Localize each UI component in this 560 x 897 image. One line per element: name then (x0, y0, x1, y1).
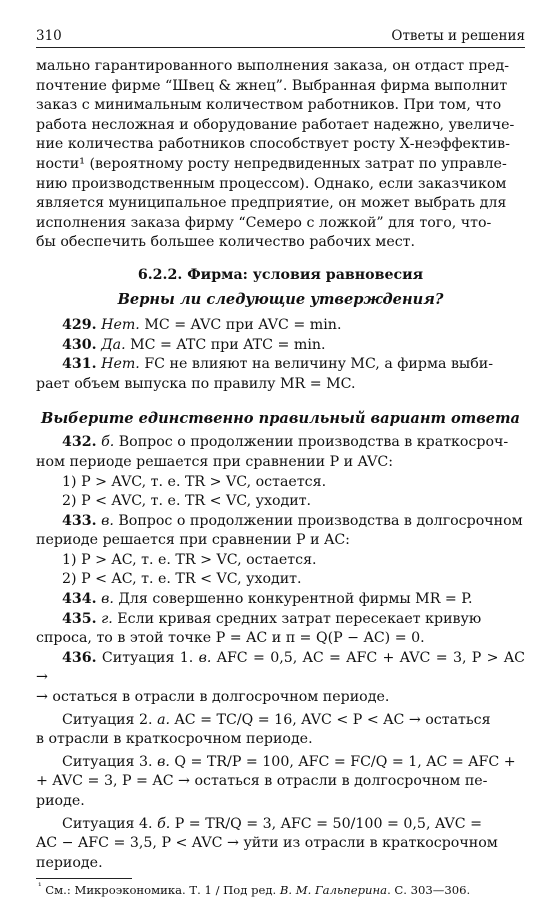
answer-number: 430. (62, 336, 97, 353)
text-line: → остаться в отрасли в долгосрочном периоде. (36, 689, 390, 706)
text-line: почтение фирме “Швец & жнец”. Выбранная фирма выполнит (36, 77, 508, 94)
answer-letter: г. (101, 610, 113, 627)
footnote-divider (36, 878, 132, 879)
answer-text: Q = TR/P = 100, AFC = FC/Q = 1, AC = AFC + (169, 753, 516, 770)
text-line: ние количества работников способствует росту Х-неэффектив- (36, 136, 510, 153)
answer-435 (36, 610, 525, 630)
text-line: ном периоде решается при сравнении P и AVC: (36, 453, 394, 470)
situation-label: Ситуация 1. (96, 649, 199, 666)
answer-number: 435. (62, 610, 97, 627)
answer-431-continuation: рает объем выпуска по правилу MR = MC. (36, 375, 356, 392)
answer-verdict: Нет. (101, 356, 140, 373)
answer-434 (36, 590, 525, 610)
answer-text: P = TR/Q = 3, AFC = 50/100 = 0,5, AVC = (170, 815, 482, 832)
answer-436-situation-3 (36, 753, 525, 773)
running-title: Ответы и решения (391, 28, 525, 44)
answer-number: 436. (62, 649, 97, 666)
answer-letter: в. (101, 591, 114, 608)
footnote (36, 882, 525, 897)
answer-text: Если кривая средних затрат пересекает кривую (112, 610, 482, 627)
page-header (36, 28, 525, 48)
answer-text: Вопрос о продолжении производства в краткосроч- (114, 434, 509, 451)
subheading-true-false: Верны ли следующие утверждения? (117, 290, 444, 308)
text-line: мально гарантированного выполнения заказа, он отдаст пред- (36, 58, 510, 74)
answer-number: 432. (62, 434, 97, 451)
answer-text: AFC = 0,5, AC = AFC + AVC = 3, P > AC → (36, 649, 526, 686)
text-line: AC − AFC = 3,5, P < AVC → уйти из отрасли в краткосрочном (36, 835, 498, 852)
text-line: + AVC = 3, P = AC → остаться в отрасли в долгосрочном пе- (36, 773, 488, 790)
answer-text: MC = AVC при AVC = min. (139, 316, 342, 333)
text-line: заказ с минимальным количеством работников. При том, что (36, 97, 502, 114)
book-page (36, 28, 525, 897)
footnote-marker: ¹ (38, 882, 42, 893)
answer-number: 433. (62, 512, 97, 529)
option-line: 2) P < AC, т. е. TR < VC, уходит. (62, 571, 302, 588)
answer-number: 431. (62, 356, 97, 373)
answer-text: AC = TC/Q = 16, AVC < P < AC → остаться (170, 711, 491, 728)
answer-436-situation-4 (36, 815, 525, 835)
answer-letter: а. (157, 711, 171, 728)
footnote-suffix: . С. 303—306. (387, 883, 471, 897)
answer-number: 429. (62, 316, 97, 333)
answer-letter: б. (157, 815, 171, 832)
answer-letter: в. (198, 649, 212, 666)
answer-verdict: Да. (101, 336, 126, 353)
option-line: 1) P > AC, т. е. TR > VC, остается. (62, 551, 317, 568)
text-line: исполнения заказа фирму “Семеро с ложкой” для того, что- (36, 214, 492, 231)
answer-verdict: Нет. (101, 316, 140, 333)
section-title: 6.2.2. Фирма: условия равновесия (137, 266, 424, 283)
text-line: периоде. (36, 854, 103, 871)
option-line: 1) P > AVC, т. е. TR > VC, остается. (62, 473, 327, 490)
subheading-single-choice: Выберите единственно правильный вариант ответа (41, 410, 520, 428)
situation-label: Ситуация 4. (62, 815, 158, 832)
answer-text: Для совершенно конкурентной фирмы MR = P. (113, 591, 473, 608)
footnote-editor: В. М. Гальперина (279, 883, 388, 897)
answer-436-situation-2 (36, 711, 525, 731)
answer-429 (36, 316, 525, 336)
text-line: периоде решается при сравнении P и AC: (36, 532, 350, 549)
option-line: 2) P < AVC, т. е. TR < VC, уходит. (62, 493, 312, 510)
text-line: в отрасли в краткосрочном периоде. (36, 731, 313, 748)
intro-paragraph (36, 57, 525, 253)
text-line: спроса, то в этой точке P = AC и π = Q(P − AC) = 0. (36, 630, 425, 647)
answer-430 (36, 336, 525, 356)
answer-text: FC не влияют на величину MC, а фирма выби- (139, 356, 494, 373)
answer-432 (36, 433, 525, 453)
text-line: ности¹ (вероятному росту непредвиденных затрат по управле- (36, 155, 507, 172)
answer-text: Вопрос о продолжении производства в долгосрочном (113, 512, 523, 529)
answer-text: MC = ATC при ATC = min. (125, 336, 326, 353)
footnote-prefix: См.: Микроэкономика. Т. 1 / Под ред. (41, 883, 280, 897)
answer-number: 434. (62, 591, 97, 608)
page-number: 310 (36, 28, 62, 44)
text-line: бы обеспечить большее количество рабочих мест. (36, 234, 416, 251)
text-line: риоде. (36, 793, 85, 809)
answer-letter: б. (101, 434, 115, 451)
answer-letter: в. (101, 512, 114, 529)
answer-433 (36, 512, 525, 532)
answer-letter: в. (157, 753, 170, 770)
text-line: нию производственным процессом). Однако, если заказчиком (36, 175, 507, 192)
situation-label: Ситуация 3. (62, 753, 158, 770)
answer-436-situation-1 (36, 649, 525, 688)
text-line: работа несложная и оборудование работает надежно, увеличе- (36, 116, 515, 133)
situation-label: Ситуация 2. (62, 711, 158, 728)
answer-431 (36, 355, 525, 375)
text-line: является муниципальное предприятие, он может выбрать для (36, 195, 507, 212)
